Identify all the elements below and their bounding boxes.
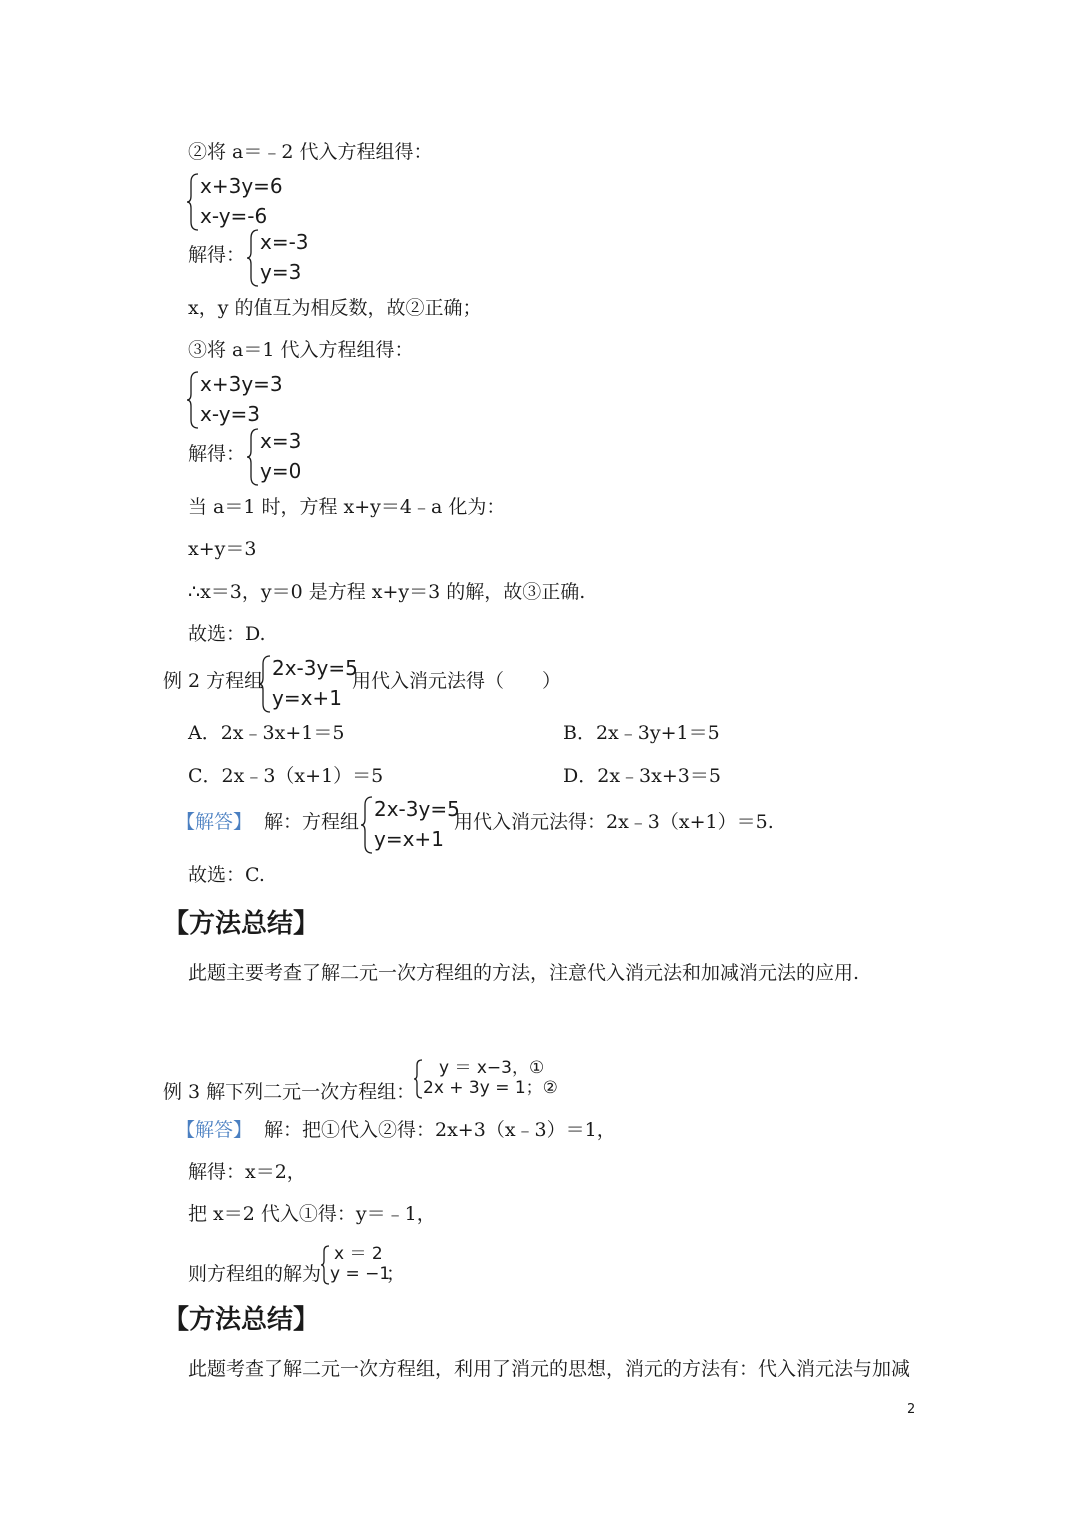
left-brace-icon [320, 1244, 330, 1286]
summary-2: 此题考查了解二元一次方程组，利用了消元的思想，消元的方法有：代入消元法与加减 [188, 1358, 911, 1380]
option-a: A．2x﹣3x+1＝5 [188, 722, 345, 744]
option-c: C．2x﹣3（x+1）＝5 [188, 765, 384, 787]
solution-system-2 [246, 427, 336, 487]
left-brace-icon [258, 654, 272, 714]
equation-row: x=3 [260, 429, 302, 453]
option-b: B．2x﹣3y+1＝5 [563, 722, 720, 744]
left-brace-icon [246, 228, 260, 288]
left-brace-icon [413, 1058, 423, 1100]
example-2-answer-prefix: 解：方程组 [264, 811, 360, 833]
answer-tag: 【解答】 [176, 1119, 253, 1141]
example-3-answer-2: 解得：x＝2， [188, 1161, 306, 1183]
example-3-answer-4: 则方程组的解为 [188, 1263, 322, 1285]
equation-row: 2x + 3y = 1；② [423, 1078, 558, 1098]
equation-row: x=-3 [260, 230, 309, 254]
line-substitute-a-neg2: ②将 a＝﹣2 代入方程组得： [188, 141, 433, 163]
example-2-prefix: 例 2 方程组 [163, 670, 264, 692]
example-3-answer-4-end: ； [386, 1263, 406, 1285]
equation-row: x+3y=6 [200, 174, 283, 198]
summary-1: 此题主要考查了解二元一次方程组的方法，注意代入消元法和加减消元法的应用. [188, 962, 860, 984]
example-2-answer-suffix: 用代入消元法得：2x﹣3（x+1）＝5. [454, 811, 774, 833]
equation-system-1 [186, 172, 306, 232]
example-2-suffix: 用代入消元法得（ ） [352, 670, 562, 692]
example-3-answer-1: 解：把①代入②得：2x+3（x﹣3）＝1， [264, 1119, 616, 1141]
line-substitute-a-1: ③将 a＝1 代入方程组得： [188, 339, 414, 361]
equation-row: y=x+1 [374, 827, 444, 851]
left-brace-icon [360, 795, 374, 855]
line-conclusion-3: ∴x＝3，y＝0 是方程 x+y＝3 的解，故③正确. [188, 581, 586, 603]
equation-row: y=3 [260, 260, 302, 284]
example-3-prefix: 例 3 解下列二元一次方程组： [163, 1081, 416, 1103]
equation-row: x-y=-6 [200, 204, 268, 228]
equation-row: 2x-3y=5 [272, 656, 358, 680]
left-brace-icon [186, 172, 200, 232]
equation-row: x-y=3 [200, 402, 261, 426]
line-x-plus-y-3: x+y＝3 [188, 538, 257, 560]
equation-system-2 [186, 370, 306, 430]
line-opposite-values: x，y 的值互为相反数，故②正确； [188, 297, 482, 319]
section-heading-method-summary: 【方法总结】 [163, 909, 320, 939]
example-2-answer-system [360, 795, 460, 855]
equation-row: x ＝ 2 [334, 1244, 383, 1264]
left-brace-icon [186, 370, 200, 430]
solution-system-1 [246, 228, 336, 288]
left-brace-icon [246, 427, 260, 487]
option-d: D．2x﹣3x+3＝5 [563, 765, 721, 787]
answer-tag: 【解答】 [176, 811, 253, 833]
page-number: 2 [907, 1402, 916, 1417]
equation-row: y=x+1 [272, 686, 342, 710]
line-answer-c: 故选：C. [188, 864, 265, 886]
equation-row: y ＝ x−3，① [439, 1058, 545, 1078]
example-2-system [258, 654, 358, 714]
solve-label: 解得： [188, 244, 246, 266]
example-3-system [413, 1058, 583, 1100]
section-heading-method-summary: 【方法总结】 [163, 1305, 320, 1335]
example-3-answer-3: 把 x＝2 代入①得：y＝﹣1， [188, 1203, 436, 1225]
line-answer-d: 故选：D. [188, 623, 266, 645]
line-when-a-1: 当 a＝1 时，方程 x+y＝4﹣a 化为： [188, 496, 506, 518]
equation-row: y=0 [260, 459, 302, 483]
equation-row: y = −1 [330, 1264, 391, 1284]
equation-row: 2x-3y=5 [374, 797, 460, 821]
equation-row: x+3y=3 [200, 372, 283, 396]
solve-label: 解得： [188, 443, 246, 465]
